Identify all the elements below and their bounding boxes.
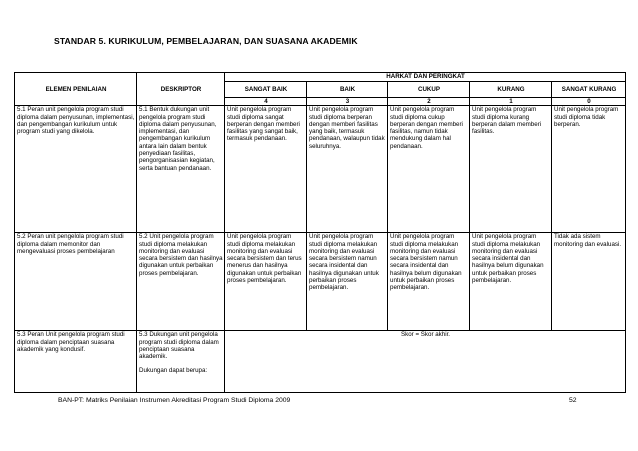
row-5-3-deskriptor: 5.3 Dukungan unit pengelola program studi diploma dalam penciptaan suasana akademik. [139, 331, 219, 361]
row-5-2-elemen: 5.2 Peran unit pengelola program studi diploma dalam memonitor dan mengevaluasi proses pembelajaran [15, 233, 137, 331]
header-level-kurang: KURANG [470, 82, 552, 98]
header-deskriptor: DESKRIPTOR [137, 73, 225, 106]
row-5-3-deskriptor-sub: Dukungan dapat berupa: [139, 367, 208, 375]
row-5-2-sangat-kurang: Tidak ada sistem monitoring dan evaluasi. [552, 233, 626, 331]
header-score-2: 2 [388, 98, 470, 106]
page-title: STANDAR 5. KURIKULUM, PEMBELAJARAN, DAN SUASANA AKADEMIK [54, 36, 358, 46]
row-5-1-sangat-kurang: Unit pengelola program studi diploma tidak berperan. [552, 106, 626, 233]
row-5-1-deskriptor: 5.1 Bentuk dukungan unit pengelola program studi diploma dalam penyusunan, implementasi, dan pengembangan kurikulum antara lain dalam bentuk penyediaan fasilitas, pengorganisasian kegiatan, serta bantuan pendanaan. [137, 106, 225, 233]
table-row-5-1 [15, 106, 626, 233]
header-score-0: 0 [552, 98, 626, 106]
header-level-sangat-kurang: SANGAT KURANG [552, 82, 626, 98]
row-5-1-sangat-baik: Unit pengelola program studi diploma sangat berperan dengan memberi fasilitas yang sangat baik, termasuk pendanaan. [225, 106, 307, 233]
row-5-1-kurang: Unit pengelola program studi diploma kurang berperan dalam memberi fasilitas. [470, 106, 552, 233]
header-elemen-penilaian: ELEMEN PENILAIAN [15, 73, 137, 106]
header-level-baik: BAIK [307, 82, 388, 98]
row-5-2-baik: Unit pengelola program studi diploma melakukan monitoring dan evaluasi secara bersistem namun secara insidental dan hasilnya digunakan untuk perbaikan proses pembelajaran. [307, 233, 388, 331]
header-level-cukup: CUKUP [388, 82, 470, 98]
header-score-1: 1 [470, 98, 552, 106]
row-5-3-deskriptor-cell [137, 331, 225, 393]
table-row-5-3 [15, 331, 626, 393]
header-score-3: 3 [307, 98, 388, 106]
header-score-4: 4 [225, 98, 307, 106]
row-5-3-harkat-cell [225, 331, 626, 393]
row-5-2-deskriptor: 5.2 Unit pengelola program studi diploma melakukan monitoring dan evaluasi secara bersistem dan hasilnya digunakan untuk perbaikan proses pembelajaran. [137, 233, 225, 331]
row-5-1-elemen: 5.1 Peran unit pengelola program studi diploma dalam penyusunan, implementasi, dan pengembangan kurikulum untuk program studi yang dikelola. [15, 106, 137, 233]
row-5-2-sangat-baik: Unit pengelola program studi diploma melakukan monitoring dan evaluasi secara bersistem dan terus menerus dan hasilnya digunakan untuk perbaikan proses pembelajaran. [225, 233, 307, 331]
table-row-5-2 [15, 233, 626, 331]
row-5-1-cukup: Unit pengelola program studi diploma cukup berperan dengan memberi fasilitas, namun tidak mendukung dalam hal pendanaan. [388, 106, 470, 233]
header-level-sangat-baik: SANGAT BAIK [225, 82, 307, 98]
row-5-3-skor-note: Skor = Skor akhir. [401, 331, 451, 339]
footer-text: BAN-PT: Matriks Penilaian Instrumen Akreditasi Program Studi Diploma 2009 [58, 397, 291, 404]
header-harkat-peringkat: HARKAT DAN PERINGKAT [225, 73, 626, 82]
assessment-matrix-table [14, 72, 626, 393]
page-number: 52 [569, 397, 577, 404]
row-5-1-baik: Unit pengelola program studi diploma berperan dengan memberi fasilitas yang baik, termasuk pendanaan, walaupun tidak seluruhnya. [307, 106, 388, 233]
row-5-3-elemen: 5.3 Peran Unit pengelola program studi diploma dalam penciptaan suasana akademik yang kondusif. [15, 331, 137, 393]
row-5-2-kurang: Unit pengelola program studi diploma melakukan monitoring dan evaluasi secara insidental dan hasilnya belum digunakan untuk perbaikan proses pembelajaran. [470, 233, 552, 331]
row-5-2-cukup: Unit pengelola program studi diploma melakukan monitoring dan evaluasi secara bersistem namun secara insidental dan hasilnya belum digunakan untuk perbaikan proses pembelajaran. [388, 233, 470, 331]
